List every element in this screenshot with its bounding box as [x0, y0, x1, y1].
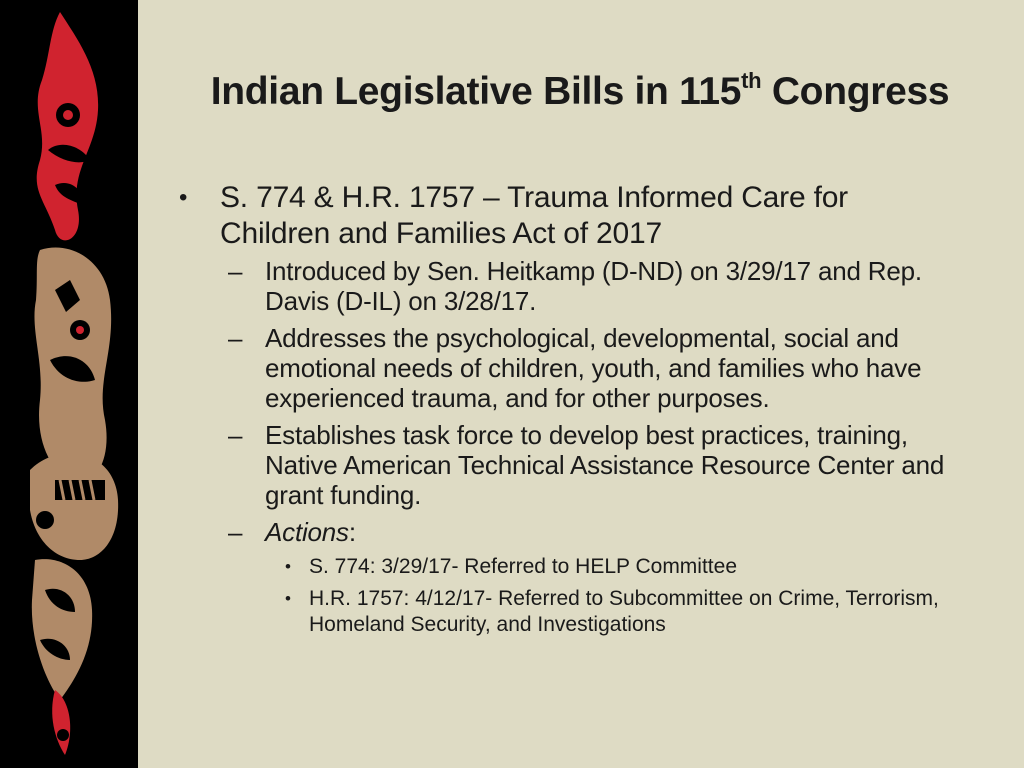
sub-bullet-item [220, 323, 965, 413]
sub-bullet-text: Establishes task force to develop best practices, training, Native American Technical Assistance Resource Center and grant funding. [265, 420, 945, 510]
sub-bullet-item [220, 256, 965, 316]
dash-icon: – [228, 420, 243, 450]
actions-colon: : [348, 517, 356, 547]
sub-bullet-text: Introduced by Sen. Heitkamp (D-ND) on 3/29/17 and Rep. Davis (D-IL) on 3/28/17. [265, 256, 922, 316]
slide-title [150, 70, 1010, 114]
sub-bullet-item [220, 420, 965, 510]
native-art-side-panel [0, 0, 138, 768]
actions-item [220, 517, 965, 547]
bullet-text: S. 774 & H.R. 1757 – Trauma Informed Care for Children and Families Act of 2017 [220, 181, 848, 250]
sub-bullet-text: Addresses the psychological, developmental, social and emotional needs of children, youth, and families who have experienced trauma, and for other purposes. [265, 323, 922, 413]
actions-list [265, 554, 965, 638]
actions-label: Actions [265, 517, 349, 547]
dash-icon: – [228, 256, 243, 286]
action-item [265, 586, 965, 638]
dash-icon: – [228, 323, 243, 353]
sub-bullet-list [220, 256, 965, 638]
bullet-icon: • [285, 557, 291, 576]
bullet-icon: • [285, 589, 291, 608]
action-item [265, 554, 965, 580]
bullet-item [175, 180, 965, 252]
dash-icon: – [228, 517, 243, 547]
title-superscript: th [741, 68, 762, 93]
title-tail: Congress [761, 70, 950, 113]
slide-content [175, 180, 965, 644]
bullet-icon: • [179, 184, 188, 211]
totem-art-graphic [0, 0, 138, 768]
action-text: H.R. 1757: 4/12/17- Referred to Subcommittee on Crime, Terrorism, Homeland Security, and Investigations [309, 587, 939, 636]
action-text: S. 774: 3/29/17- Referred to HELP Committee [309, 555, 737, 578]
title-main: Indian Legislative Bills in 115 [210, 70, 742, 113]
